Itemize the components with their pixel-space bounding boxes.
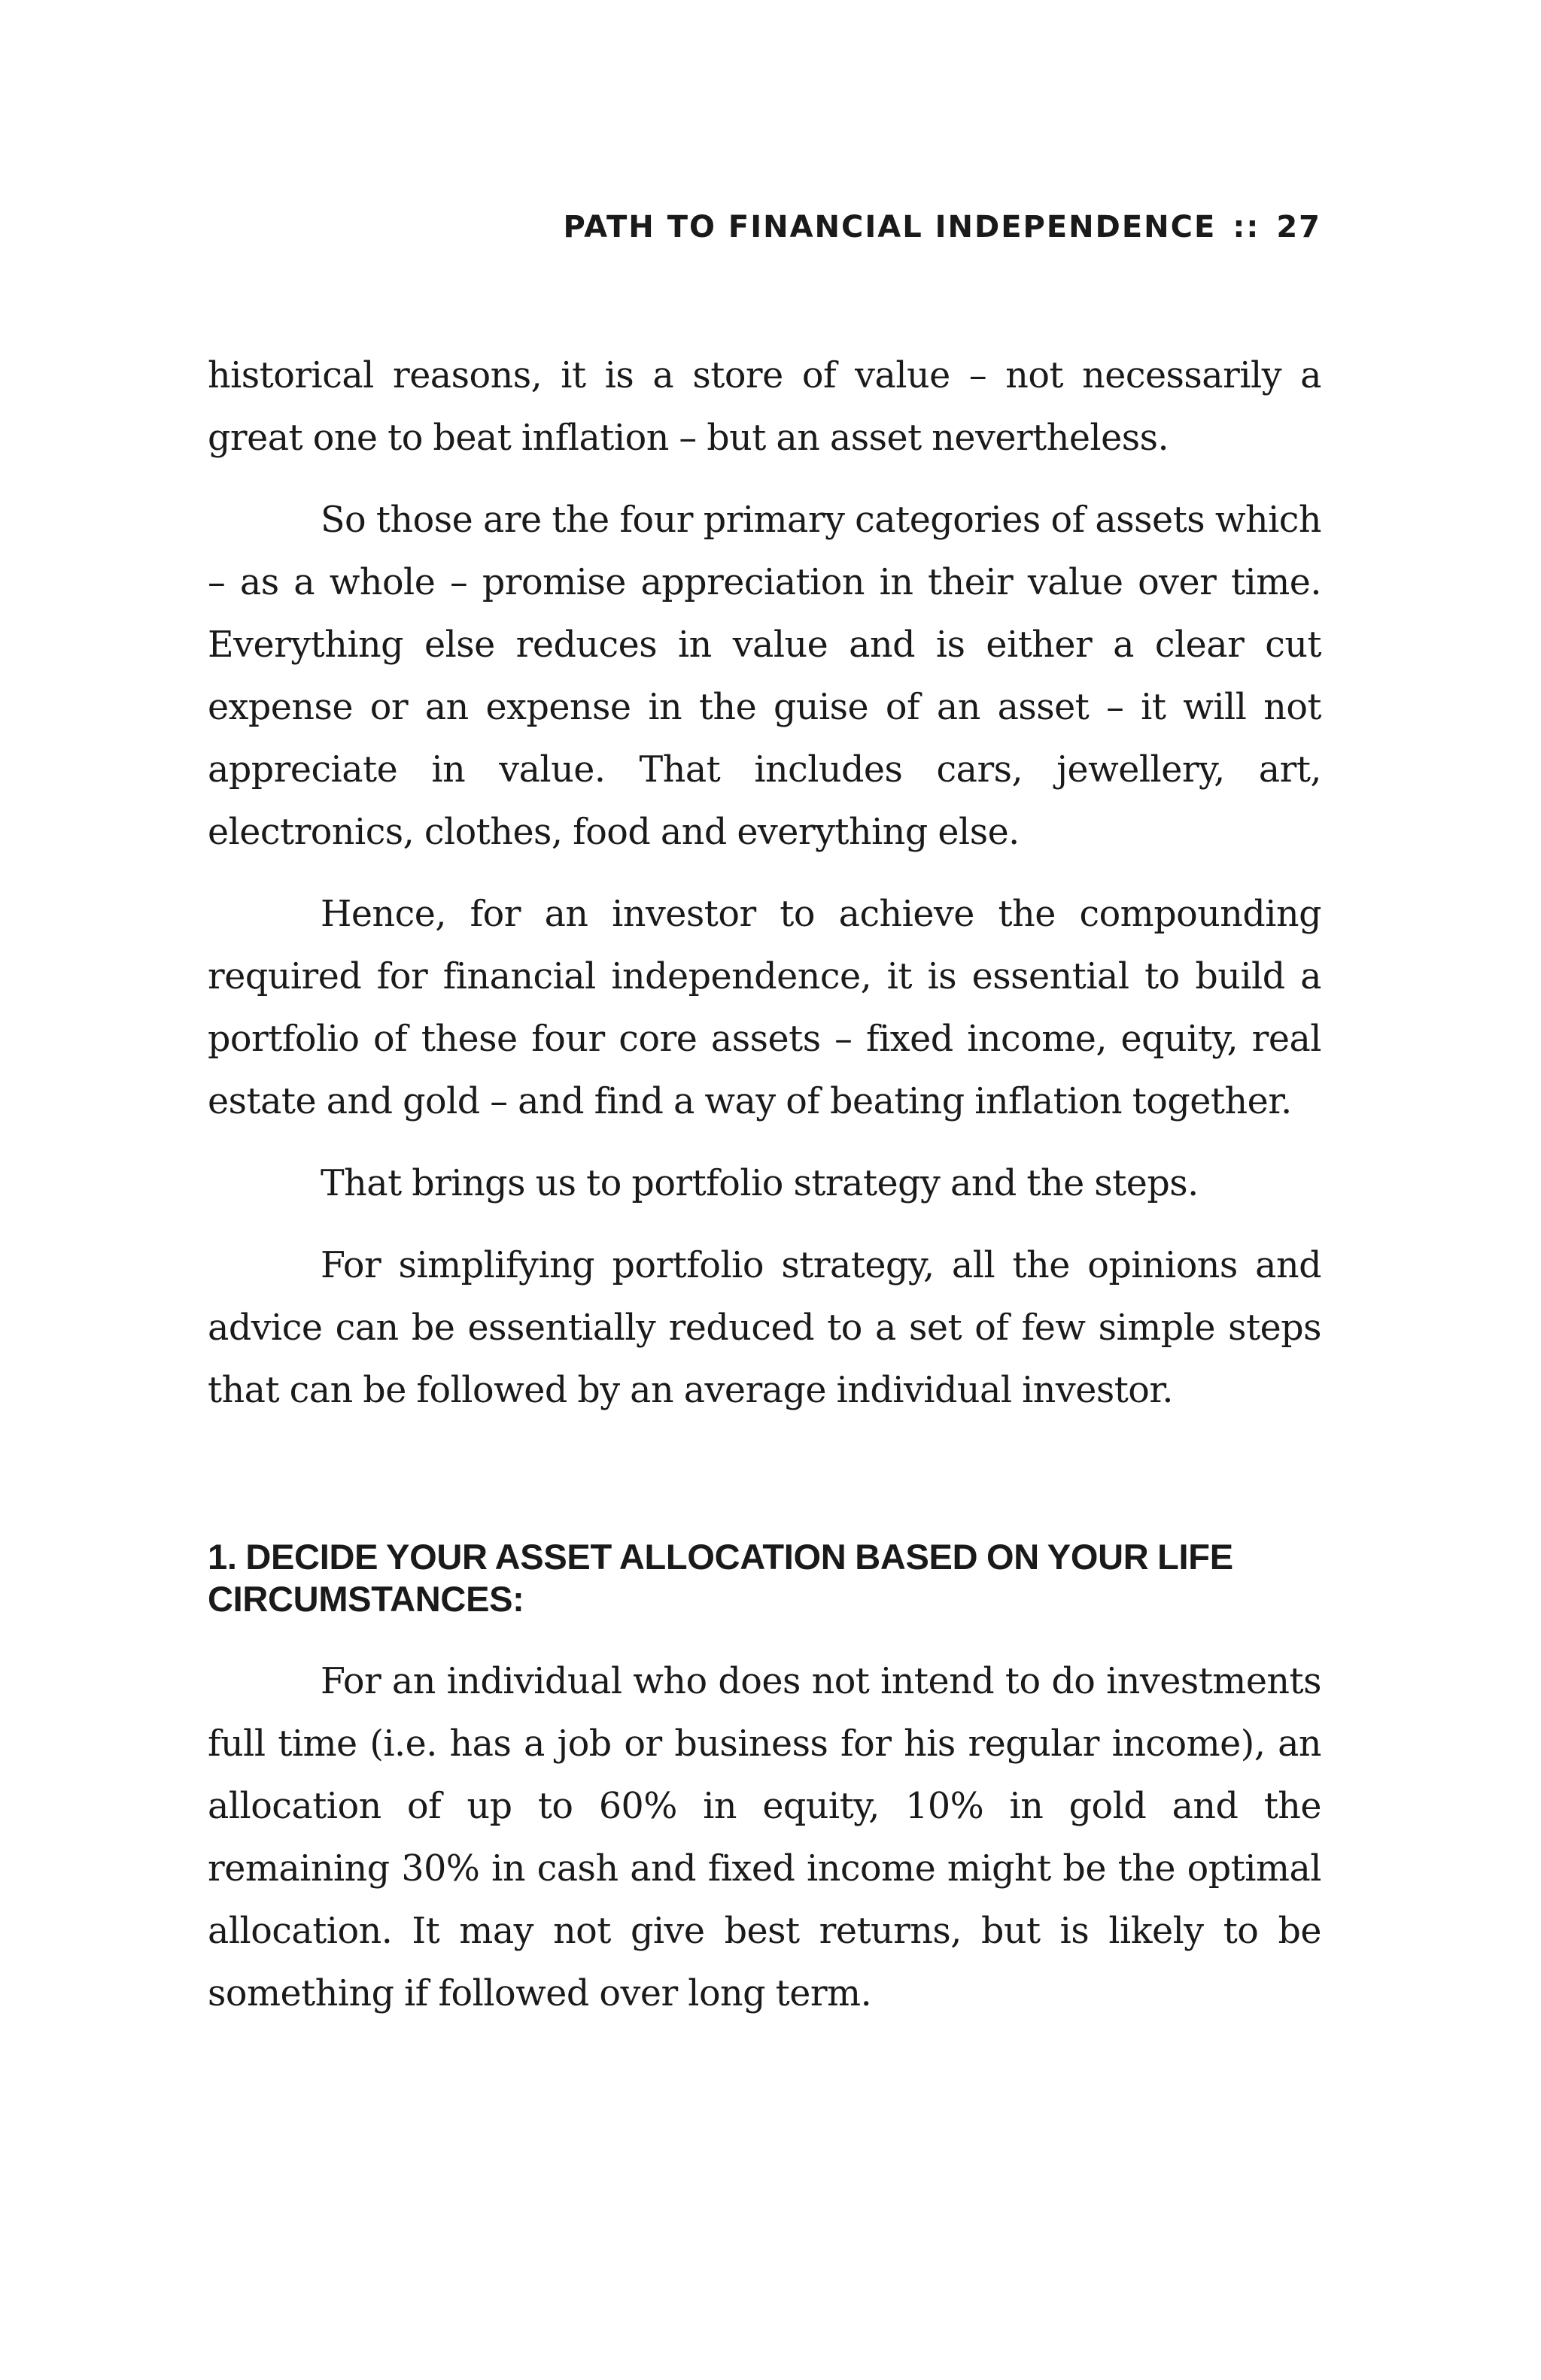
paragraph: So those are the four primary categories of assets which – as a whole – promise appreciation in their value over time. Everything else reduces in value and is either a clear cut expense or an expense in the guise of an asset – it will not appreciate in value. That includes cars, jewellery, art, electronics, clothes, food and everything else.	[208, 499, 1321, 853]
paragraph: For an individual who does not intend to do investments full time (i.e. has a job or business for his regular income), an allocation of up to 60% in equity, 10% in gold and the remaining 30% in cash and fixed income might be the optimal allocation. It may not give best returns, but is likely to be something if followed over long term.	[208, 1661, 1321, 2014]
paragraph: For simplifying portfolio strategy, all the opinions and advice can be essentially reduced to a set of few simple steps that can be followed by an average individual investor.	[208, 1245, 1321, 1411]
running-title: PATH TO FINANCIAL INDEPENDENCE	[563, 210, 1217, 244]
paragraph: Hence, for an investor to achieve the compounding required for financial independence, it is essential to build a portfolio of these four core assets – fixed income, equity, real estate and gold – and find a way of beating inflation together.	[208, 894, 1321, 1122]
paragraph: That brings us to portfolio strategy and the steps.	[321, 1163, 1199, 1204]
section-heading: 1. DECIDE YOUR ASSET ALLOCATION BASED ON YOUR LIFE CIRCUMSTANCES:	[208, 1537, 1233, 1619]
book-page	[208, 0, 1321, 2380]
header-separator: ::	[1232, 210, 1260, 244]
paragraph-continued: historical reasons, it is a store of value – not necessarily a great one to beat inflation – but an asset nevertheless.	[208, 355, 1321, 459]
page-number: 27	[1276, 210, 1321, 244]
running-header	[564, 205, 1321, 250]
body-text	[208, 345, 1321, 2045]
